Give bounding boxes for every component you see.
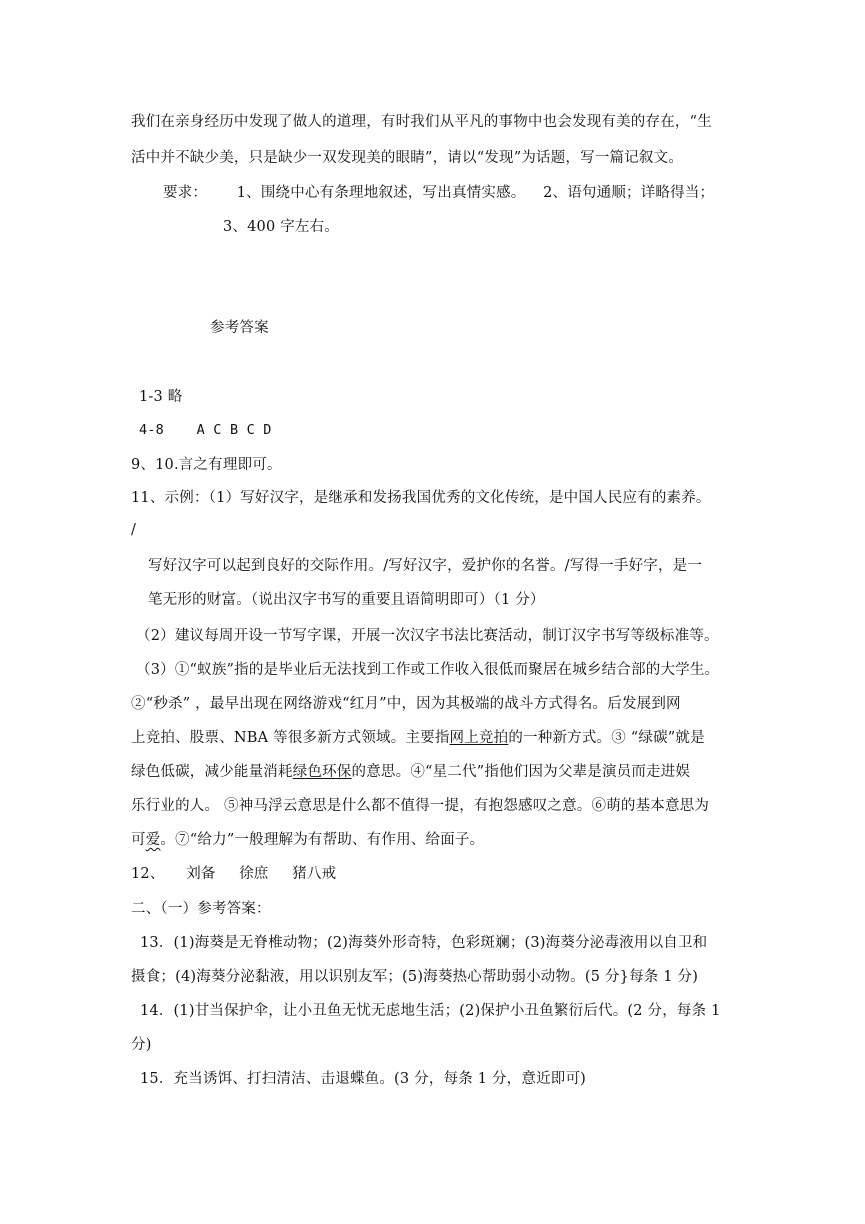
answer-line: 分)	[131, 1037, 152, 1053]
requirement-item: 2、语句通顺；详略得当；	[543, 185, 715, 201]
requirement-item: 1、围绕中心有条理地叙述，写出真情实感。	[236, 185, 526, 201]
wavy-underlined-term: 爱	[145, 832, 161, 848]
requirement-item: 3、400 字左右。	[223, 219, 340, 235]
answer-line: 1-3 略	[139, 389, 183, 405]
answer-line: 笔无形的财富。（说出汉字书写的重要且语简明即可）（1 分）	[148, 592, 545, 608]
text-segment: 。⑦“给力”一般理解为有帮助、有作用、给面子。	[160, 832, 485, 848]
answer-line: 9、10.言之有理即可。	[131, 457, 282, 473]
answer-name: 猪八戒	[292, 866, 337, 882]
underlined-term: 网上竞拍	[449, 730, 509, 746]
text-segment: 的一种新方式。③ “绿碳”就是	[508, 730, 705, 746]
answer-line: 14．(1)甘当保护伞，让小丑鱼无忧无虑地生活；(2)保护小丑鱼繁衍后代。(2 分，每条 1	[140, 1003, 721, 1019]
answer-line: 摄食；(4)海葵分泌黏液，用以识别友军；(5)海葵热心帮助弱小动物。(5 分}每条 1 分)	[131, 969, 699, 985]
answer-line: 11、示例：（1）写好汉字，是继承和发扬我国优秀的文化传统，是中国人民应有的素养。	[131, 490, 711, 506]
answer-line	[139, 420, 272, 440]
answer-line: （3）①“蚁族”指的是毕业后无法找到工作或工作收入很低而聚居在城乡结合部的大学生。	[136, 662, 720, 678]
answer-line: 写好汉字可以起到良好的交际作用。/写好汉字，爱护你的名誉。/写得一手好字，是一	[148, 558, 703, 574]
answer-line	[131, 864, 336, 884]
underlined-term: 绿色环保	[292, 764, 352, 780]
essay-requirements	[163, 183, 714, 203]
answer-line: 乐行业的人。 ⑤神马浮云意思是什么都不值得一提，有抱怨感叹之意。⑥萌的基本意思为	[131, 798, 710, 814]
answer-line	[131, 762, 690, 782]
essay-prompt-line: 我们在亲身经历中发现了做人的道理，有时我们从平凡的事物中也会发现有美的存在，“生	[131, 114, 712, 130]
answer-name: 刘备	[186, 866, 216, 882]
answers-heading: 参考答案	[210, 320, 269, 336]
text-segment: 的意思。④“星二代”指他们因为父辈是演员而走进娱	[351, 764, 691, 780]
answer-line	[131, 830, 484, 850]
answer-number: 4-8	[139, 422, 164, 438]
text-segment: 可	[131, 832, 146, 848]
answer-line: 13．(1)海葵是无脊椎动物；(2)海葵外形奇特，色彩斑斓；(3)海葵分泌毒液用以自卫和	[140, 935, 708, 951]
essay-prompt-line: 活中并不缺少美，只是缺少一双发现美的眼睛”，请以“发现”为话题，写一篇记叙文。	[131, 150, 684, 166]
answer-number: 12、	[131, 866, 165, 882]
answer-line: ②“秒杀” ，最早出现在网络游戏“红月”中，因为其极端的战斗方式得名。后发展到网	[131, 696, 681, 712]
requirements-label: 要求：	[163, 185, 208, 201]
answer-line: 15．充当诱饵、打扫清洁、击退蝶鱼。(3 分，每条 1 分，意近即可)	[140, 1071, 587, 1087]
text-segment: 绿色低碳，减少能量消耗	[131, 764, 293, 780]
text-segment: 上竞拍、股票、NBA 等很多新方式领域。主要指	[131, 730, 450, 746]
section-heading: 二、（一）参考答案：	[131, 901, 271, 917]
answer-name: 徐庶	[239, 866, 269, 882]
answer-line: （2）建议每周开设一节写字课，开展一次汉字书法比赛活动，制订汉字书写等级标准等。	[136, 628, 719, 644]
answer-line	[131, 728, 705, 748]
answer-choices: A C B C D	[196, 422, 272, 438]
answer-line: /	[131, 522, 137, 538]
